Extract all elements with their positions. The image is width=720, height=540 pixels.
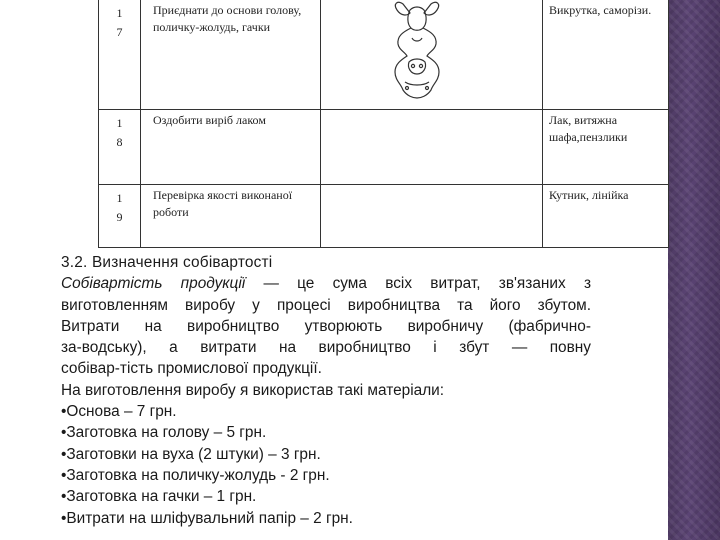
section-heading: 3.2. Визначення собівартості	[61, 254, 273, 271]
row-number: 1 8	[99, 110, 141, 185]
list-item: • Заготовка на гачки – 1 грн.	[61, 486, 591, 507]
row-number: 1 9	[99, 185, 141, 248]
definition-line: виготовленням виробу у процесі виробництва та його збутом.	[61, 296, 591, 314]
table-row	[99, 185, 669, 248]
operations-table	[98, 0, 669, 248]
list-item: • Заготовки на вуха (2 штуки) – 3 грн.	[61, 444, 591, 465]
table-row	[99, 110, 669, 185]
operation-cell: Перевірка якості виконаної роботи	[141, 185, 321, 248]
definition-term: Собівартість продукції	[61, 275, 246, 293]
definition-line: Витрати на виробництво утворюють виробничу (фабрично-	[61, 317, 591, 335]
cost-section	[61, 252, 591, 529]
decorative-side-band	[668, 0, 720, 540]
list-item: • Основа – 7 грн.	[61, 401, 591, 422]
list-item: • Заготовка на голову – 5 грн.	[61, 422, 591, 443]
materials-list	[61, 401, 591, 529]
definition-line: собівар-тість промислової продукції.	[61, 360, 322, 378]
definition-line: Собівартість продукції — це сума всіх витрат, зв'язаних з	[61, 275, 591, 293]
tools-cell: Викрутка, саморізи.	[543, 0, 669, 110]
table-row	[99, 0, 669, 110]
illustration-cell	[321, 0, 543, 110]
operation-cell: Приєднати до основи голову, поличку-жолудь, гачки	[141, 0, 321, 110]
materials-intro: На виготовлення виробу я використав такі матеріали:	[61, 381, 445, 399]
hanger-outline-drawing	[383, 0, 451, 106]
list-item: • Витрати на шліфувальний папір – 2 грн.	[61, 508, 591, 529]
tools-cell: Кутник, лінійка	[543, 185, 669, 248]
illustration-cell	[321, 110, 543, 185]
operation-cell: Оздобити виріб лаком	[141, 110, 321, 185]
illustration-cell	[321, 185, 543, 248]
row-number: 1 7	[99, 0, 141, 110]
definition-line: за-водську), а витрати на виробництво і збут — повну	[61, 339, 591, 357]
list-item: • Заготовка на поличку-жолудь - 2 грн.	[61, 465, 591, 486]
tools-cell: Лак, витяжна шафа,пензлики	[543, 110, 669, 185]
coat-hanger-figure	[383, 0, 451, 106]
